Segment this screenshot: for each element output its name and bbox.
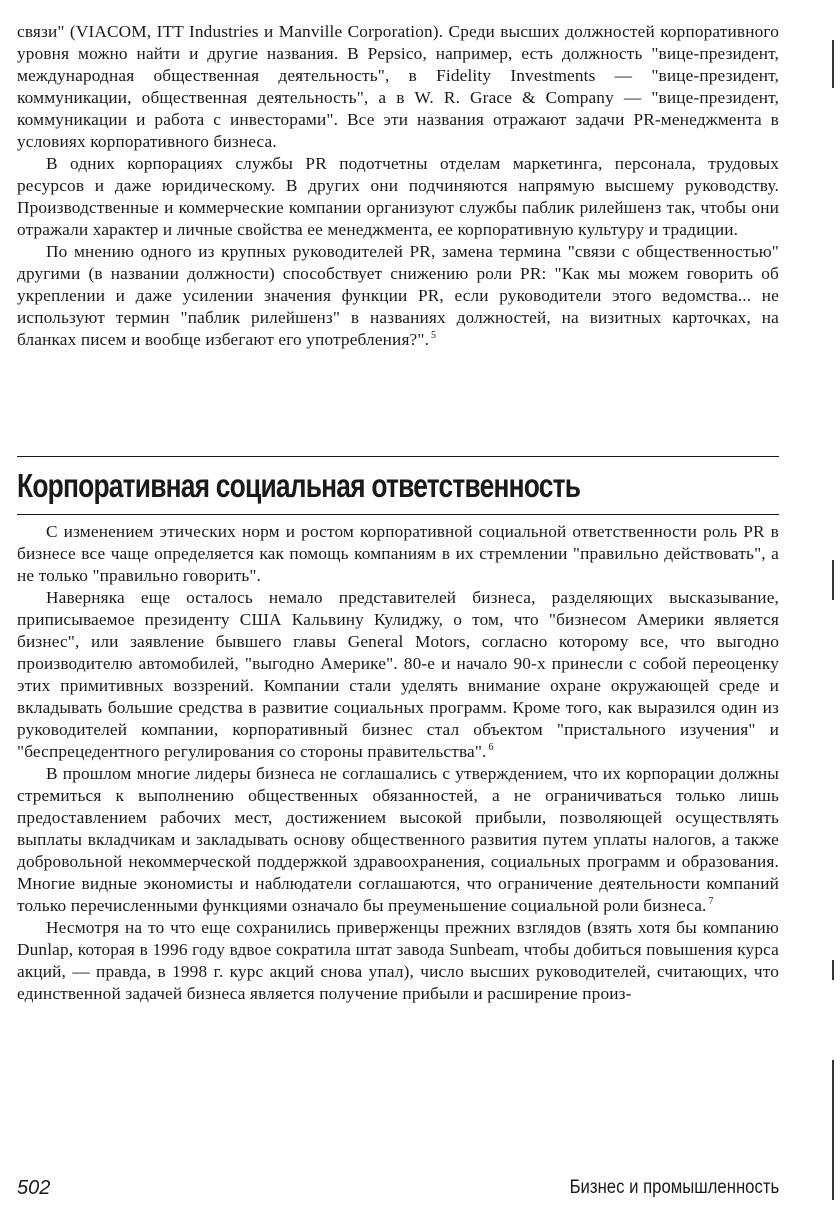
paragraph-text: По мнению одного из крупных руководителей PR, замена термина "связи с общественностью" другими (в названии должности) способствует снижению роли PR: "Как мы можем говорить об укреплении и даже усилении значения функции PR, если руководители этого ведомства... не используют термин "паблик рилейшенз" в названиях должностей, на визитных карточках, на бланках писем и вообще избегают его употребления?".	[17, 242, 779, 349]
paragraph-text: В прошлом многие лидеры бизнеса не соглашались с утверждением, что их корпорации должны стремиться к выполнению общественных обязанностей, а не ограничиваться только лишь предоставлением рабочих мест, достижением высокой прибыли, позволяющей осуществлять выплаты вкладчикам и закладывать основу общественного развития путем уплаты налогов, а также добровольной некоммерческой поддержкой здравоохранения, социальных программ и образования. Многие видные экономисты и наблюдатели соглашаются, что ограничение деятельности компаний только перечисленными функциями означало бы преуменьшение социальной роли бизнеса.	[17, 764, 779, 915]
paragraph-text: С изменением этических норм и ростом корпоративной социальной ответственности роль PR в бизнесе все чаще определяется как помощь компаниям в их стремлении "правильно действовать", а не только "правильно говорить".	[17, 522, 779, 585]
margin-scan-mark	[832, 40, 834, 88]
footnote-ref: 6	[488, 742, 494, 754]
top-text-block	[17, 21, 779, 351]
section-heading: Корпоративная социальная ответственность	[17, 467, 581, 504]
paragraph-past-leaders	[17, 763, 779, 917]
paragraph-dunlap	[17, 917, 779, 1005]
heading-rule-bottom	[17, 514, 779, 515]
footnote-ref: 5	[431, 330, 437, 342]
main-text-block	[17, 521, 779, 1005]
margin-scan-mark	[832, 960, 834, 980]
page-footer	[17, 1175, 779, 1201]
page-number: 502	[17, 1177, 51, 1199]
heading-rule-top	[17, 456, 779, 457]
paragraph-text: Наверняка еще осталось немало представителей бизнеса, разделяющих высказывание, приписываемое президенту США Кальвину Кулиджу, о том, что "бизнесом Америки является бизнес", или заявление бывшего главы General Motors, согласно которому все, что выгодно производителю автомобилей, "выгодно Америке". 80-е и начало 90-х принесли с собой переоценку этих примитивных воззрений. Компании стали уделять внимание охране окружающей среде и вкладывать большие средства в развитие социальных программ. Кроме того, как выразился один из руководителей компании, корпоративный бизнес стал объектом "пристального изучения" и "беспрецедентного регулирования со стороны правительства".	[17, 588, 779, 761]
paragraph-ethics	[17, 521, 779, 587]
margin-scan-mark	[832, 1060, 834, 1200]
running-title: Бизнес и промышленность	[569, 1177, 779, 1198]
paragraph-text: Несмотря на то что еще сохранились приверженцы прежних взглядов (взять хотя бы компанию Dunlap, которая в 1996 году вдвое сократила штат завода Sunbeam, чтобы добиться повышения курса акций, — правда, в 1998 г. курс акций снова упал), число высших руководителей, считающих, что единственной задачей бизнеса является получение прибыли и расширение произ-	[17, 918, 779, 1003]
paragraph-pr-reporting	[17, 153, 779, 241]
paragraph-pr-term-opinion	[17, 241, 779, 351]
paragraph-text: связи" (VIACOM, ITT Industries и Manville Corporation). Среди высших должностей корпоративного уровня можно найти и другие названия. В Pepsico, например, есть должность "вице-президент, международная общественная деятельность", в Fidelity Investments — "вице-президент, коммуникации, общественная деятельность", а в W. R. Grace & Company — "вице-президент, коммуникации и работа с инвесторами". Все эти названия отражают задачи PR-менеджмента в условиях корпоративного бизнеса.	[17, 22, 779, 151]
paragraph-intro-continuation	[17, 21, 779, 153]
paragraph-coolidge	[17, 587, 779, 763]
paragraph-text: В одних корпорациях службы PR подотчетны отделам маркетинга, персонала, трудовых ресурсов и даже юридическому. В других они подчиняются напрямую высшему руководству. Производственные и коммерческие компании организуют службы паблик рилейшенз так, чтобы они отражали характер и личные свойства ее менеджмента, ее корпоративную культуру и традиции.	[17, 154, 779, 239]
margin-scan-mark	[832, 560, 834, 600]
footnote-ref: 7	[708, 896, 714, 908]
